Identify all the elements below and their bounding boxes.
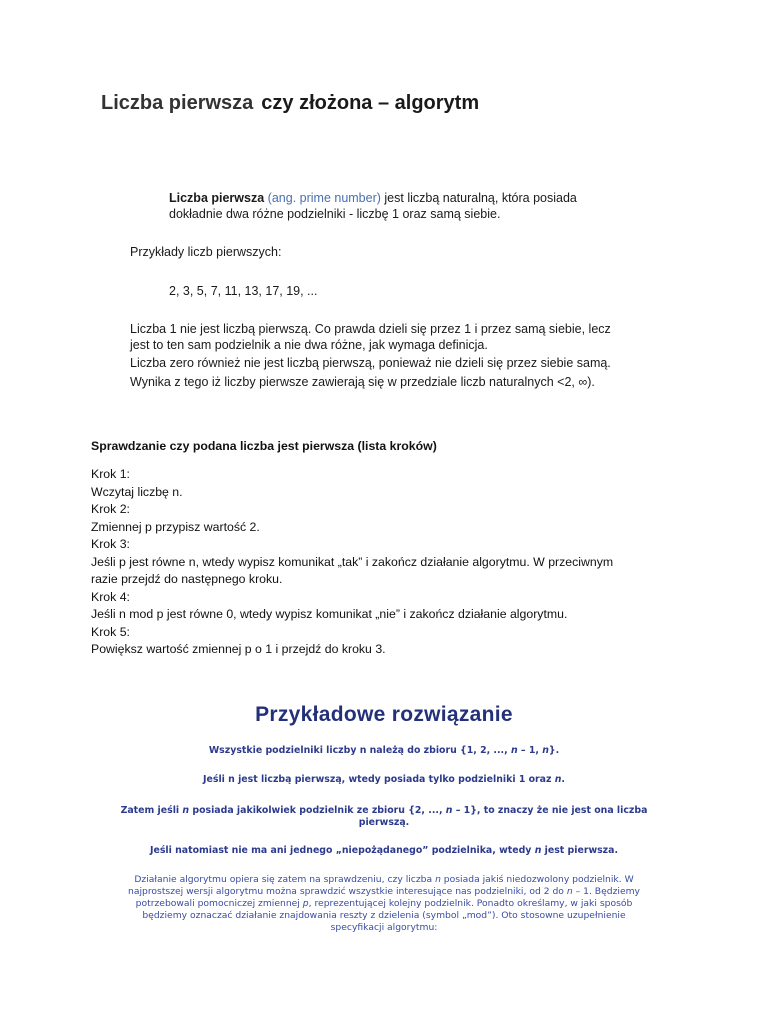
examples-list: 2, 3, 5, 7, 11, 13, 17, 19, ... xyxy=(169,284,318,298)
solution-line-2: Jeśli n jest liczbą pierwszą, wtedy posiada tylko podzielniki 1 oraz n. xyxy=(203,774,565,785)
solution-heading: Przykładowe rozwiązanie xyxy=(255,703,513,726)
definition-term: Liczba pierwsza xyxy=(169,191,265,205)
prime-definition xyxy=(169,190,619,222)
step-line: Krok 1: xyxy=(91,467,130,481)
step-line: razie przejdź do następnego kroku. xyxy=(91,572,283,586)
steps-heading: Sprawdzanie czy podana liczba jest pierwsza (lista kroków) xyxy=(91,439,437,453)
step-line: Jeśli n mod p jest równe 0, wtedy wypisz komunikat „nie” i zakończ działanie algorytmu. xyxy=(91,607,568,621)
step-line: Jeśli p jest równe n, wtedy wypisz komunikat „tak” i zakończ działanie algorytmu. W przeciwnym xyxy=(91,554,614,569)
step-line: Krok 2: xyxy=(91,502,130,516)
solution-line-3: Zatem jeśli n posiada jakikolwiek podzielnik ze zbioru {2, ..., n – 1}, to znaczy że nie jest ona liczba pierwszą. xyxy=(120,805,648,828)
step-line: Krok 3: xyxy=(91,537,130,551)
notes-block xyxy=(130,321,650,390)
definition-english: (ang. prime number) xyxy=(267,191,381,205)
title-part-2: czy złożona – algorytm xyxy=(261,92,480,114)
title-part-1: Liczba pierwsza xyxy=(101,92,254,114)
step-line: Krok 4: xyxy=(91,589,130,604)
solution-paragraph: Działanie algorytmu opiera się zatem na sprawdzeniu, czy liczba n posiada jakiś niedozwolony podzielnik. W najprostszej wersji algorytmu można sprawdzić wszystkie interesujące nas podzielniki, od 2 do n – 1. Będziemy potrzebowali pomocniczej zmiennej p, reprezentującej kolejny podzielnik. Ponadto określamy, w jaki sposób będziemy oznaczać działanie znajdowania reszty z dzielenia (symbol „mod”). Oto stosowne uzupełnienie specyfikacji algorytmu: xyxy=(128,874,640,933)
note-3: Wynika z tego iż liczby pierwsze zawierają się w przedziale liczb naturalnych <2, ∞). xyxy=(130,375,595,389)
definition-rest: jest liczbą naturalną, która posiada xyxy=(384,191,577,205)
solution-line-1: Wszystkie podzielniki liczby n należą do zbioru {1, 2, ..., n – 1, n}. xyxy=(208,745,560,756)
note-1b: jest to ten sam podzielnik a nie dwa różne, jak wymaga definicja. xyxy=(130,338,488,352)
note-1a: Liczba 1 nie jest liczbą pierwszą. Co prawda dzieli się przez 1 i przez samą siebie, lecz xyxy=(130,322,611,336)
solution-line-4: Jeśli natomiast nie ma ani jednego „niepożądanego” podzielnika, wtedy n jest pierwsza. xyxy=(149,845,619,856)
steps-list xyxy=(91,466,681,659)
step-line: Wczytaj liczbę n. xyxy=(91,484,183,499)
step-line: Powiększ wartość zmiennej p o 1 i przejdź do kroku 3. xyxy=(91,642,386,656)
examples-label: Przykłady liczb pierwszych: xyxy=(130,245,282,259)
note-2: Liczba zero również nie jest liczbą pierwszą, ponieważ nie dzieli się przez siebie samą. xyxy=(130,356,611,370)
definition-line-2: dokładnie dwa różne podzielniki - liczbę 1 oraz samą siebie. xyxy=(169,207,501,221)
step-line: Zmiennej p przypisz wartość 2. xyxy=(91,519,260,534)
step-line: Krok 5: xyxy=(91,624,130,639)
page-title xyxy=(101,92,479,115)
